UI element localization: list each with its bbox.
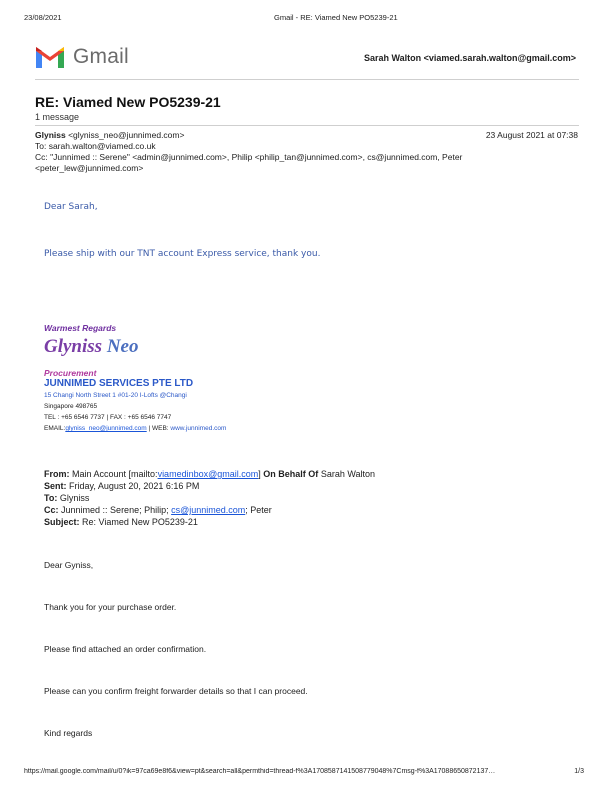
email-label: EMAIL: [44, 425, 66, 432]
fwd-to-value: Glyniss [59, 493, 90, 503]
reply-line-2: Please find attached an order confirmation. [44, 644, 207, 654]
fwd-cc-label: Cc: [44, 505, 59, 515]
web-label: | WEB: [146, 425, 171, 432]
sender-name: Glyniss [35, 130, 66, 140]
signature-last-name: Neo [106, 336, 139, 357]
fwd-to-label: To: [44, 493, 58, 503]
signature-first-name: Glyniss [44, 336, 103, 357]
fwd-from-bracket: ] [258, 469, 261, 479]
signature-contact [44, 425, 226, 432]
fwd-to [44, 493, 89, 503]
sender-email: <glyniss_neo@junnimed.com> [68, 130, 185, 140]
greeting: Dear Sarah, [44, 202, 98, 212]
fwd-from-link[interactable]: viamedinbox@gmail.com [157, 469, 259, 479]
gmail-logo-icon[interactable] [35, 45, 65, 69]
message-body: Please ship with our TNT account Express service, thank you. [44, 249, 321, 259]
signature-role: Procurement [44, 368, 97, 378]
print-url: https://mail.google.com/mail/u/0?ik=97ca69e8f6&view=pt&search=all&permthid=thread-f%3A1708587141508779048%7Cmsg-f%3A17088650872137… [24, 768, 496, 775]
header-divider [35, 79, 579, 80]
message-date: 23 August 2021 at 07:38 [485, 130, 578, 140]
message-count: 1 message [35, 112, 80, 122]
signature-city: Singapore 498765 [44, 403, 98, 410]
fwd-sent-value: Friday, August 20, 2021 6:16 PM [69, 481, 200, 491]
reply-line-1: Thank you for your purchase order. [44, 602, 177, 612]
subject-divider [35, 125, 579, 126]
reply-line-3: Please can you confirm freight forwarder details so that I can proceed. [44, 686, 308, 696]
signature-address: 15 Changi North Street 1 #01-20 I-Lofts @Changi [44, 392, 187, 399]
fwd-from [44, 469, 375, 479]
thread-subject: RE: Viamed New PO5239-21 [35, 94, 221, 110]
fwd-subject [44, 517, 198, 527]
fwd-cc-rest: ; Peter [245, 505, 272, 515]
reply-closing: Kind regards [44, 728, 93, 738]
signature-web-link[interactable]: www.junnimed.com [170, 425, 227, 432]
print-date: 23/08/2021 [24, 13, 62, 22]
fwd-behalf-value: Sarah Walton [320, 469, 376, 479]
signature-company: JUNNIMED SERVICES PTE LTD [44, 378, 194, 389]
fwd-subject-value: Re: Viamed New PO5239-21 [82, 517, 198, 527]
sender [35, 130, 184, 140]
gmail-wordmark: Gmail [73, 45, 129, 68]
reply-greeting: Dear Gyniss, [44, 560, 94, 570]
fwd-cc [44, 505, 272, 515]
signature-regards: Warmest Regards [44, 323, 117, 333]
fwd-from-label: From: [44, 469, 70, 479]
print-title: Gmail - RE: Viamed New PO5239-21 [274, 13, 398, 22]
signature-name [44, 336, 138, 358]
to-line: To: sarah.walton@viamed.co.uk [35, 141, 156, 151]
page-number: 1/3 [574, 768, 584, 775]
fwd-cc-value: Junnimed :: Serene; Philip; [61, 505, 169, 515]
fwd-from-value: Main Account [mailto: [72, 469, 158, 479]
fwd-subject-label: Subject: [44, 517, 80, 527]
fwd-sent-label: Sent: [44, 481, 67, 491]
signature-phone: TEL : +65 6546 7737 | FAX : +65 6546 7747 [44, 414, 172, 421]
account-name: Sarah Walton <viamed.sarah.walton@gmail.com> [363, 53, 576, 63]
cc-line-continued: <peter_lew@junnimed.com> [35, 163, 144, 173]
fwd-cc-link[interactable]: cs@junnimed.com [171, 505, 246, 515]
cc-line: Cc: "Junnimed :: Serene" <admin@junnimed.com>, Philip <philip_tan@junnimed.com>, cs@junnimed.com, Peter [35, 152, 463, 162]
fwd-behalf-label: On Behalf Of [263, 469, 319, 479]
signature-email-link[interactable]: glyniss_neo@junnimed.com [65, 425, 147, 432]
fwd-sent [44, 481, 199, 491]
